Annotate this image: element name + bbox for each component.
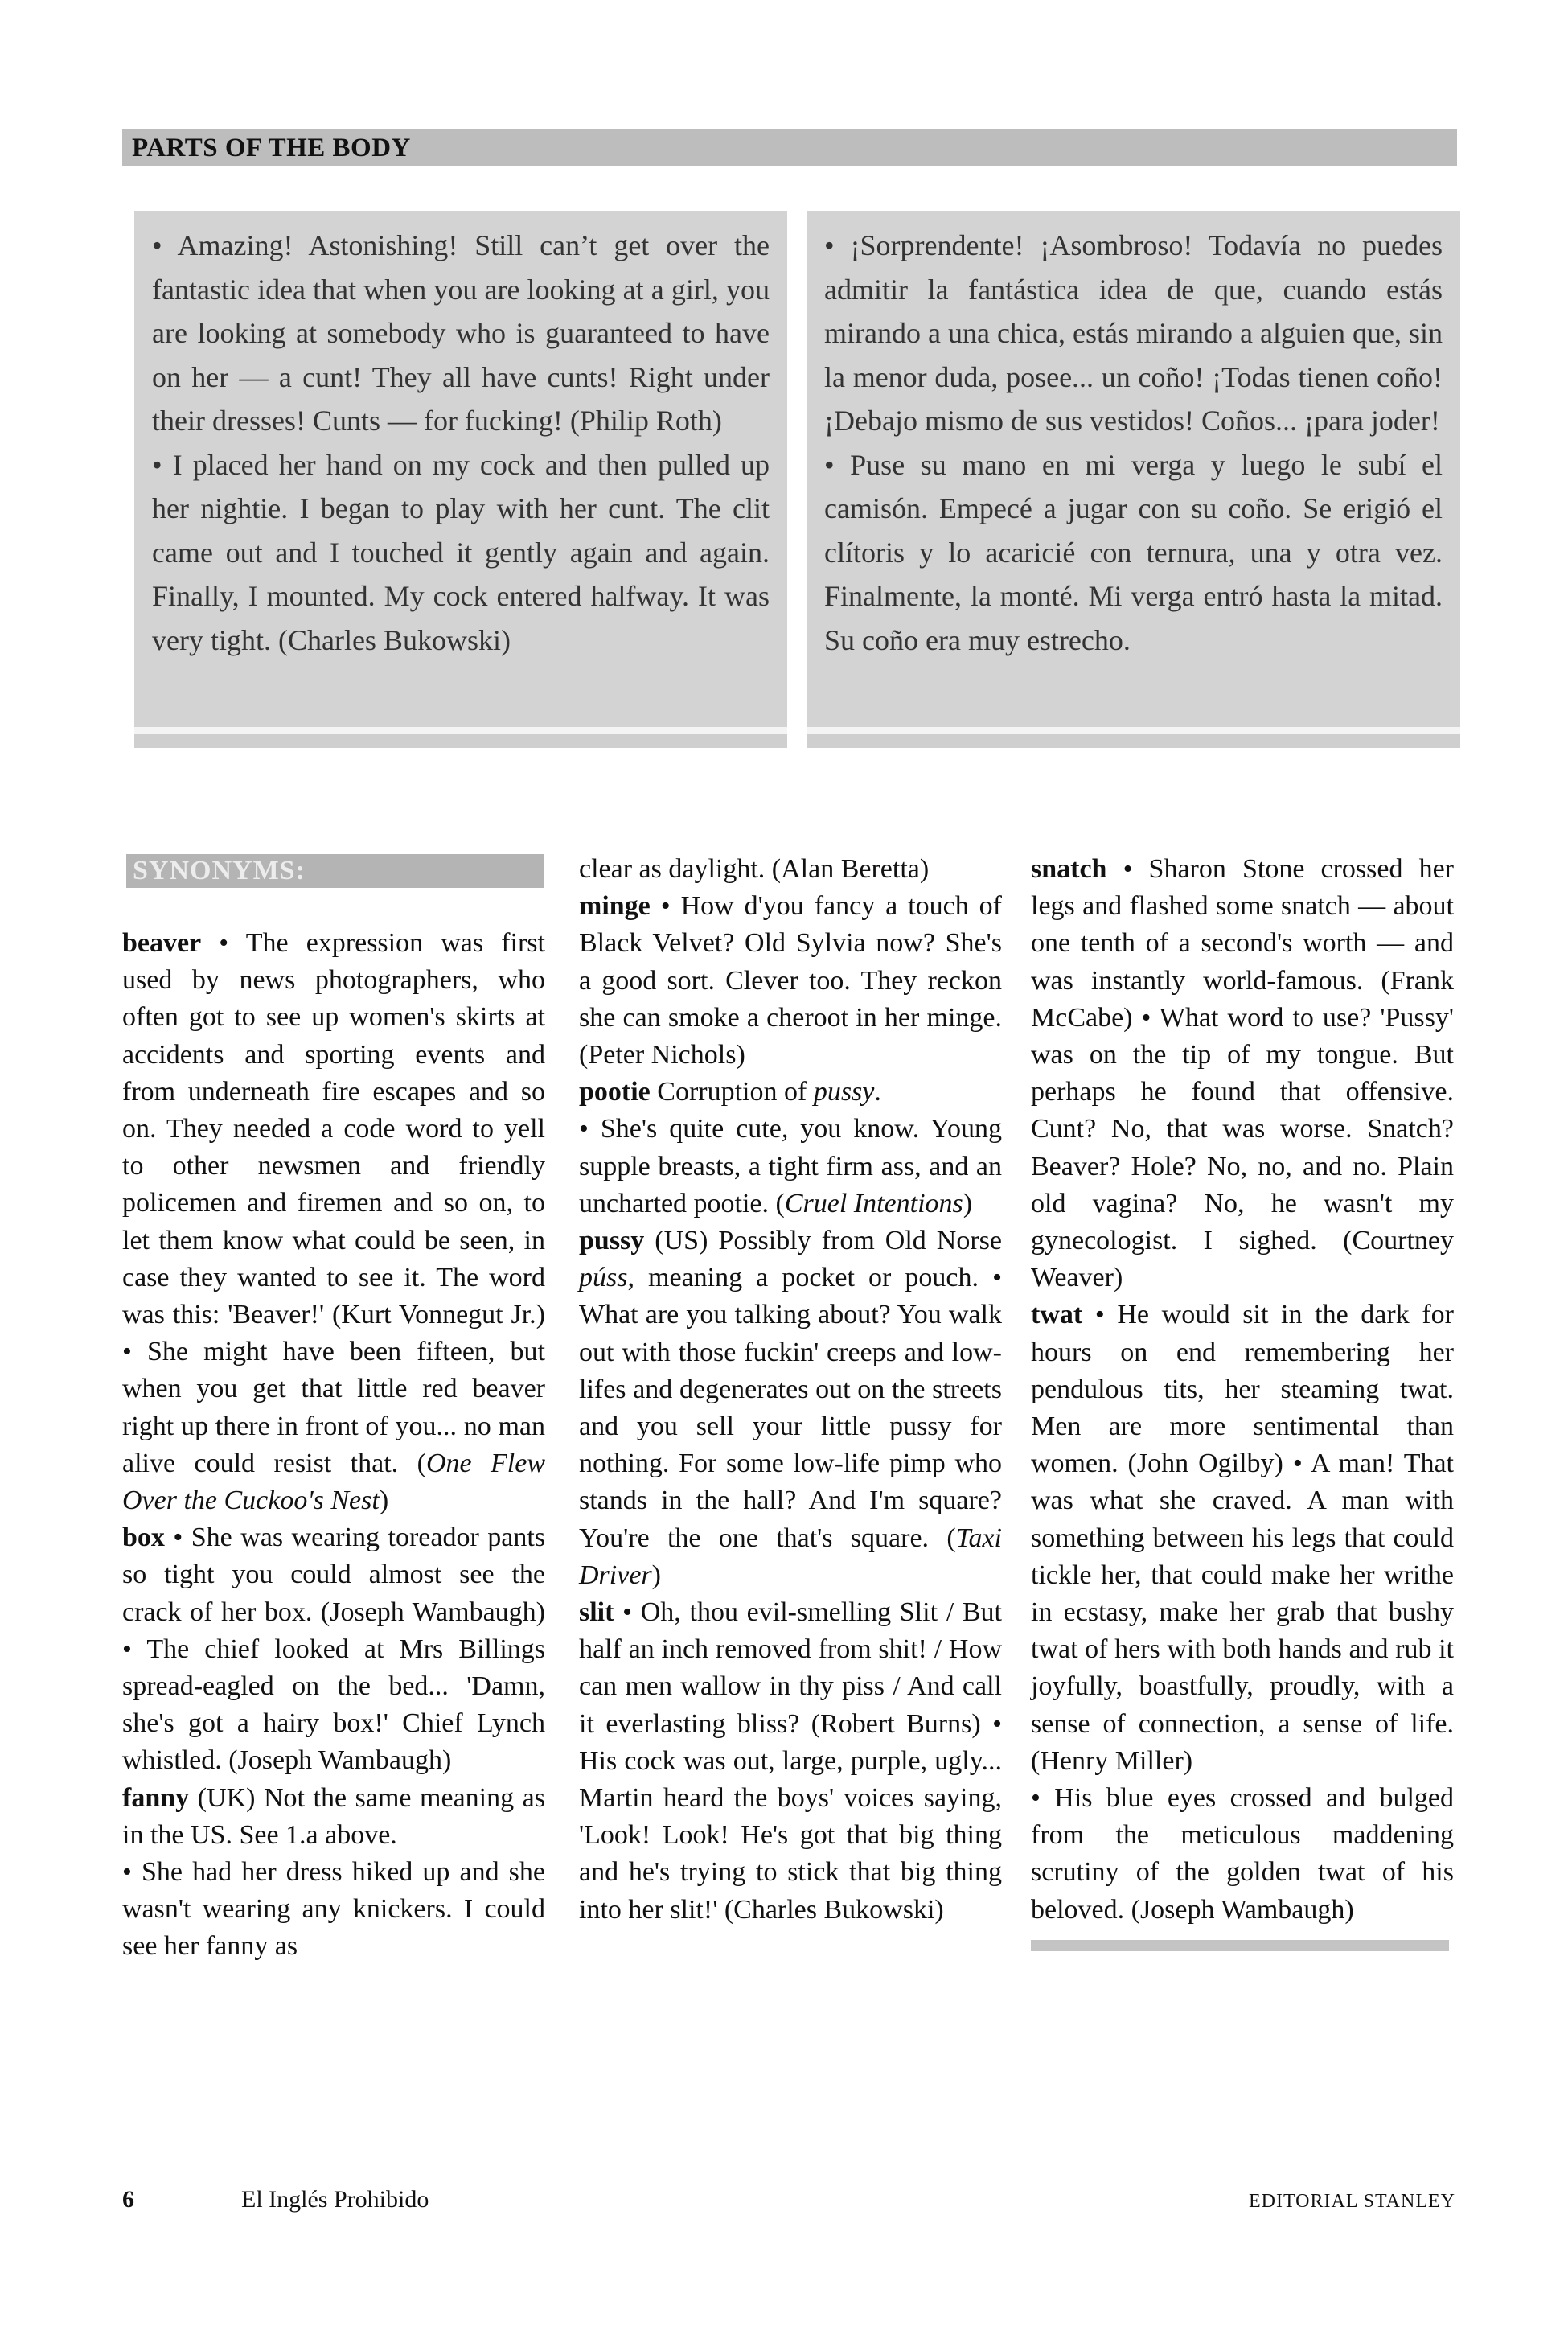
entry-text: • She had her dress hiked up and she wasn't wearing any knickers. I could see her fanny as <box>122 1857 545 1962</box>
entry-text: ) <box>651 1560 661 1590</box>
entry-headword: slit <box>579 1597 614 1628</box>
synonym-entry <box>579 1111 1002 1223</box>
quote-english-1: • Amazing! Astonishing! Still can’t get over the fantastic idea that when you are looking at a girl, you are looking at somebody who is guaranteed to have on her — a cunt! They all have cunts! Right under their dresses! Cunts — for fucking! (Philip Roth) <box>152 229 770 437</box>
text-column-2 <box>579 851 1002 1929</box>
text-column-3 <box>1031 851 1454 1951</box>
entry-text: clear as daylight. (Alan Beretta) <box>579 854 930 884</box>
entry-text: • Oh, thou evil-smelling Slit / But half an inch removed from shit! / How can men wallow in thy piss / And call it everlasting bliss? (Robert Burns) • His cock was out, large, purple, ugly... Martin heard the boys' voices saying, 'Look! Look! He's got that big thing and he's trying to stick that big thing into her slit!' (Charles Bukowski) <box>579 1597 1002 1925</box>
synonyms-header-bar <box>126 854 544 888</box>
entry-headword: snatch <box>1031 854 1107 884</box>
entry-text: • She was wearing toreador pants so tight you could almost see the crack of her box. (Joseph Wambaugh) • The chief looked at Mrs Billings spread-eagled on the bed... 'Damn, she's got a hairy box!' Chief Lynch whistled. (Joseph Wambaugh) <box>122 1523 545 1776</box>
quote-english-2: • I placed her hand on my cock and then pulled up her nightie. I began to play with her cunt. The clit came out and I touched it gently again and again. Finally, I mounted. My cock entered halfway. It was very tight. (Charles Bukowski) <box>152 448 770 656</box>
cited-work-title: pussy <box>813 1077 875 1108</box>
entry-headword: fanny <box>122 1782 190 1813</box>
quote-spanish-1: • ¡Sorprendente! ¡Asombroso! Todavía no puedes admitir la fantástica idea de que, cuando estás mirando a una chica, estás mirando a alguien que, sin la menor duda, posee... un coño! ¡Todas tienen coño! ¡Debajo mismo de sus vestidos! Coños... ¡para joder! <box>824 229 1443 437</box>
entry-headword: pussy <box>579 1226 645 1256</box>
synonyms-title: SYNONYMS: <box>133 856 306 886</box>
cited-work-title: púss <box>579 1263 628 1293</box>
section-title: PARTS OF THE BODY <box>132 134 411 162</box>
box-bottom-strip <box>807 727 1460 748</box>
quote-box-english <box>134 211 787 748</box>
synonym-entry <box>1031 1297 1454 1780</box>
cited-work-title: Cruel Intentions <box>784 1188 963 1218</box>
entry-text: • Sharon Stone crossed her legs and flashed some snatch — about one tenth of a second's worth — and was instantly world-famous. (Frank McCabe) • What word to use? 'Pussy' was on the tip of my tongue. But perhaps he found that offensive. Cunt? No, that was worse. Snatch? Beaver? Hole? No, no, and no. Plain old vagina? No, he wasn't my gynecologist. I sighed. (Courtney Weaver) <box>1031 854 1454 1293</box>
entry-text: • His blue eyes crossed and bulged from the meticulous maddening scrutiny of the golden twat of his beloved. (Joseph Wambaugh) <box>1031 1783 1454 1925</box>
synonym-entry <box>122 1854 545 1966</box>
entry-text: • She's quite cute, you know. Young supple breasts, a tight firm ass, and an uncharted pootie. ( <box>579 1114 1002 1218</box>
synonym-entry <box>579 1223 1002 1594</box>
entry-text: Corruption of <box>650 1077 814 1108</box>
entry-text: . <box>874 1077 881 1108</box>
synonym-entry <box>1031 1780 1454 1929</box>
synonym-entry <box>122 1519 545 1779</box>
page-number: 6 <box>122 2186 134 2213</box>
synonym-entry <box>579 851 1002 888</box>
entry-headword: twat <box>1031 1300 1083 1330</box>
book-title: El Inglés Prohibido <box>241 2186 429 2213</box>
synonym-entry <box>579 1594 1002 1929</box>
entry-headword: minge <box>579 891 651 922</box>
synonym-entry <box>579 1074 1002 1111</box>
section-header-bar <box>122 129 1457 166</box>
synonym-entry <box>579 888 1002 1074</box>
section-end-bar <box>1031 1940 1449 1951</box>
entry-text: • He would sit in the dark for hours on end remembering her pendulous tits, her steaming twat. Men are more sentimental than women. (John Ogilby) • A man! That was what she craved. A man with something between his legs that could tickle her, that could make her writhe in ecstasy, make her grab that bushy twat of hers with both hands and rub it joyfully, boastfully, proudly, with a sense of connection, a sense of life. (Henry Miller) <box>1031 1300 1454 1776</box>
text-column-1 <box>122 925 545 1966</box>
box-bottom-strip <box>134 727 787 748</box>
entry-headword: pootie <box>579 1077 651 1108</box>
publisher-name: EDITORIAL STANLEY <box>1248 2191 1455 2212</box>
entry-headword: beaver <box>122 928 202 958</box>
synonym-entry <box>1031 851 1454 1297</box>
entry-text: ) <box>379 1486 389 1516</box>
entry-text: ) <box>963 1188 973 1218</box>
cited-work-title: Taxi Driver <box>579 1523 1002 1590</box>
cited-work-title: One Flew Over the Cuckoo's Nest <box>122 1448 545 1516</box>
entry-text: , meaning a pocket or pouch. • What are you talking about? You walk out with those fuckin' creeps and low-lifes and degenerates out on the streets and you sell your little pussy for nothing. For some low-life pimp who stands in the hall? And I'm square? You're the one that's square. ( <box>579 1263 1002 1553</box>
entry-text: • The expression was first used by news photographers, who often got to see up women's skirts at accidents and sporting events and from underneath fire escapes and so on. They needed a code word to yell to other newsmen and friendly policemen and firemen and so on, to let them know what could be seen, in case they wanted to see it. The word was this: 'Beaver!' (Kurt Vonnegut Jr.) • She might have been fifteen, but when you get that little red beaver right up there in front of you... no man alive could resist that. ( <box>122 928 545 1478</box>
entry-text: • How d'you fancy a touch of Black Velvet? Old Sylvia now? She's a good sort. Clever too. They reckon she can smoke a cheroot in her minge. (Peter Nichols) <box>579 891 1002 1071</box>
synonym-entry <box>122 1780 545 1854</box>
quote-spanish-2: • Puse su mano en mi verga y luego le subí el camisón. Empecé a jugar con su coño. Se erigió el clítoris y lo acaricié con ternura, una y otra vez. Finalmente, la monté. Mi verga entró hasta la mitad. Su coño era muy estrecho. <box>824 448 1443 656</box>
synonym-entry <box>122 925 545 1519</box>
entry-headword: box <box>122 1523 165 1553</box>
quote-box-spanish <box>807 211 1460 748</box>
entry-text: (UK) Not the same meaning as in the US. See 1.a above. <box>122 1782 545 1850</box>
entry-text: (US) Possibly from Old Norse <box>644 1226 1002 1256</box>
